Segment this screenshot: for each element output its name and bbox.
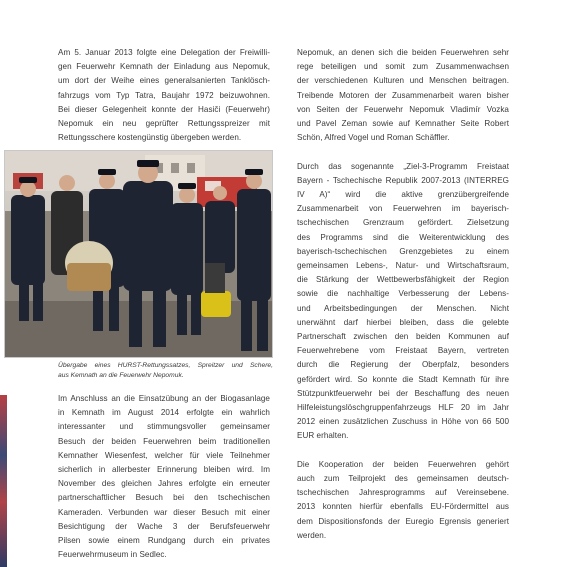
text-line: Kameraden. Verbunden war dieser Besuch mit einer bbox=[58, 507, 270, 517]
text-line: Bayern - Tschechische Republik 2007-2013 (INTERREG bbox=[297, 175, 509, 185]
text-line: Hilfeleistungslöschgruppenfahrzeugs HLF 20 im Jahr bbox=[297, 403, 509, 413]
firefighters-photo bbox=[4, 150, 273, 358]
text-line: Feuerwehrmuseum in Sedlec. bbox=[58, 550, 167, 560]
text-line: fahrzugs vom Typ Tatra, Baujahr 1972 beizuwohnen. bbox=[58, 90, 270, 100]
text-line: IV A)“ wird die aktive grenzübergreifende bbox=[297, 190, 509, 200]
text-line: 2013 konnten hierfür ebenfalls EU-Fördermittel aus bbox=[297, 502, 509, 512]
text-line: werden. bbox=[297, 530, 327, 540]
text-line: des Programms sind die Weiterentwicklung des bbox=[297, 232, 509, 242]
photo-caption bbox=[58, 361, 273, 382]
text-line: gemeinsamen Lebens-, Natur- und Wirtschaftsraum, bbox=[297, 261, 509, 271]
text-line: auch zum Teilprojekt des gemeinsamen deutsch- bbox=[297, 474, 509, 484]
right-paragraph-2 bbox=[297, 160, 509, 444]
text-line: tschechischen Grenzraum gefördert. Zielsetzung bbox=[297, 218, 509, 228]
text-line: die Stärkung der Wettbewerbsfähigkeit der Region bbox=[297, 275, 509, 285]
left-column-bottom-paragraph bbox=[58, 392, 270, 562]
text-line: von Seiten der Feuerwehr Nepomuk Vladimír Vozka bbox=[297, 104, 509, 114]
photo-illustration bbox=[5, 151, 272, 357]
text-line: sowie die nachhaltige Verbesserung der Lebens- bbox=[297, 289, 509, 299]
text-line: Kemnather Wiesenfest, welcher für viele Teilnehmer bbox=[58, 450, 270, 460]
text-line: und Arbeitsbedingungen der Menschen. Nicht bbox=[297, 303, 509, 313]
right-column bbox=[297, 46, 509, 543]
text-line: rege beteiligen und somit zum Zusammenwachsen bbox=[297, 62, 509, 72]
text-line: Besichtigung der Wache 3 der Berufsfeuerwehr bbox=[58, 521, 270, 531]
text-line: gen Feuerwehr Kemnath der Einladung aus Nepomuk, bbox=[58, 62, 270, 72]
text-line: Treibende Motoren der Zusammenarbeit waren bisher bbox=[297, 90, 509, 100]
text-line: Partnerschaft zwischen den beiden Kommunen auf bbox=[297, 332, 509, 342]
caption-line: Übergabe eines HURST-Rettungssatzes, Spreitzer und Schere, bbox=[58, 362, 273, 369]
text-line: unerwähnt darf hierbei bleiben, dass die gelebte bbox=[297, 317, 509, 327]
text-line: partnerschaftlicher Besuch bei den tschechischen bbox=[58, 493, 270, 503]
text-line: durch die Regierung der Oberpfalz, besonders bbox=[297, 360, 509, 370]
text-line: Schön, Alfred Vogel und Roman Schäffler. bbox=[297, 133, 450, 143]
text-line: und Pavel Zeman sowie auf Kemnather Seite Robert bbox=[297, 119, 509, 129]
text-line: Im Anschluss an die Einsatzübung an der Biogasanlage bbox=[58, 394, 270, 403]
text-line: sicherlich in allerbester Erinnerung bleiben wird. Im bbox=[58, 465, 270, 475]
caption-line: aus Kemnath an die Feuerwehr Nepomuk. bbox=[58, 372, 184, 380]
text-line: tschechischen Jahresprogramms auf Vereinsebene. bbox=[297, 488, 509, 498]
left-column-top-paragraph bbox=[58, 46, 270, 145]
text-line: gefördert wird. So konnte die Stadt Kemnath für ihre bbox=[297, 374, 509, 384]
right-paragraph-3 bbox=[297, 458, 509, 543]
page-edge-decoration bbox=[0, 395, 7, 567]
text-line: um dort der Weihe eines generalsanierten Tanklösch- bbox=[58, 76, 270, 86]
text-line: Bei dieser Gelegenheit konnte der Hasiči (Feuerwehr) bbox=[58, 104, 270, 114]
text-line: November des gleichen Jahres erfolgte ein erneuter bbox=[58, 479, 270, 489]
text-line: Die Kooperation der beiden Feuerwehren gehört bbox=[297, 459, 509, 469]
text-line: 2012 einen zusätzlichen Zuschuss in Höhe von 66 500 bbox=[297, 417, 509, 427]
text-line: Nepomuk, an denen sich die beiden Feuerwehren sehr bbox=[297, 48, 509, 57]
text-line: Feuerwehrebene vom Freistaat Bayern, vertreten bbox=[297, 346, 509, 356]
text-line: der verschiedenen Kulturen und Menschen beitragen. bbox=[297, 76, 509, 86]
text-line: interessanter und stimmungsvoller gemeinsamer bbox=[58, 422, 270, 432]
text-line: dem Dispositionsfonds der Euregio Egrensis generiert bbox=[297, 516, 509, 526]
text-line: Durch das sogenannte „Ziel-3-Programm Freistaat bbox=[297, 161, 509, 171]
text-line: bayerisch-tschechischen Grenzgebietes zu einem bbox=[297, 246, 509, 256]
text-line: EUR erhalten. bbox=[297, 431, 349, 441]
text-line: Pilsen sowie einem Rundgang durch ein privates bbox=[58, 536, 270, 546]
text-line: Nepomuk ein neu geprüfter Rettungsspreizer mit bbox=[58, 119, 270, 129]
text-line: Am 5. Januar 2013 folgte eine Delegation der Freiwilli- bbox=[58, 48, 270, 57]
text-line: in Kemnath im August 2014 erfolgte ein wahrlich bbox=[58, 408, 270, 418]
text-line: Besuch der beiden Feuerwehren beim traditionellen bbox=[58, 436, 270, 446]
text-line: Zusammenarbeit von Feuerwehren im bayerisch- bbox=[297, 204, 509, 214]
text-line: Rettungsschere kostengünstig übergeben werden. bbox=[58, 133, 242, 143]
text-line: Stützpunktfeuerwehr bei der Beschaffung des neuen bbox=[297, 388, 509, 398]
right-paragraph-1 bbox=[297, 46, 509, 145]
